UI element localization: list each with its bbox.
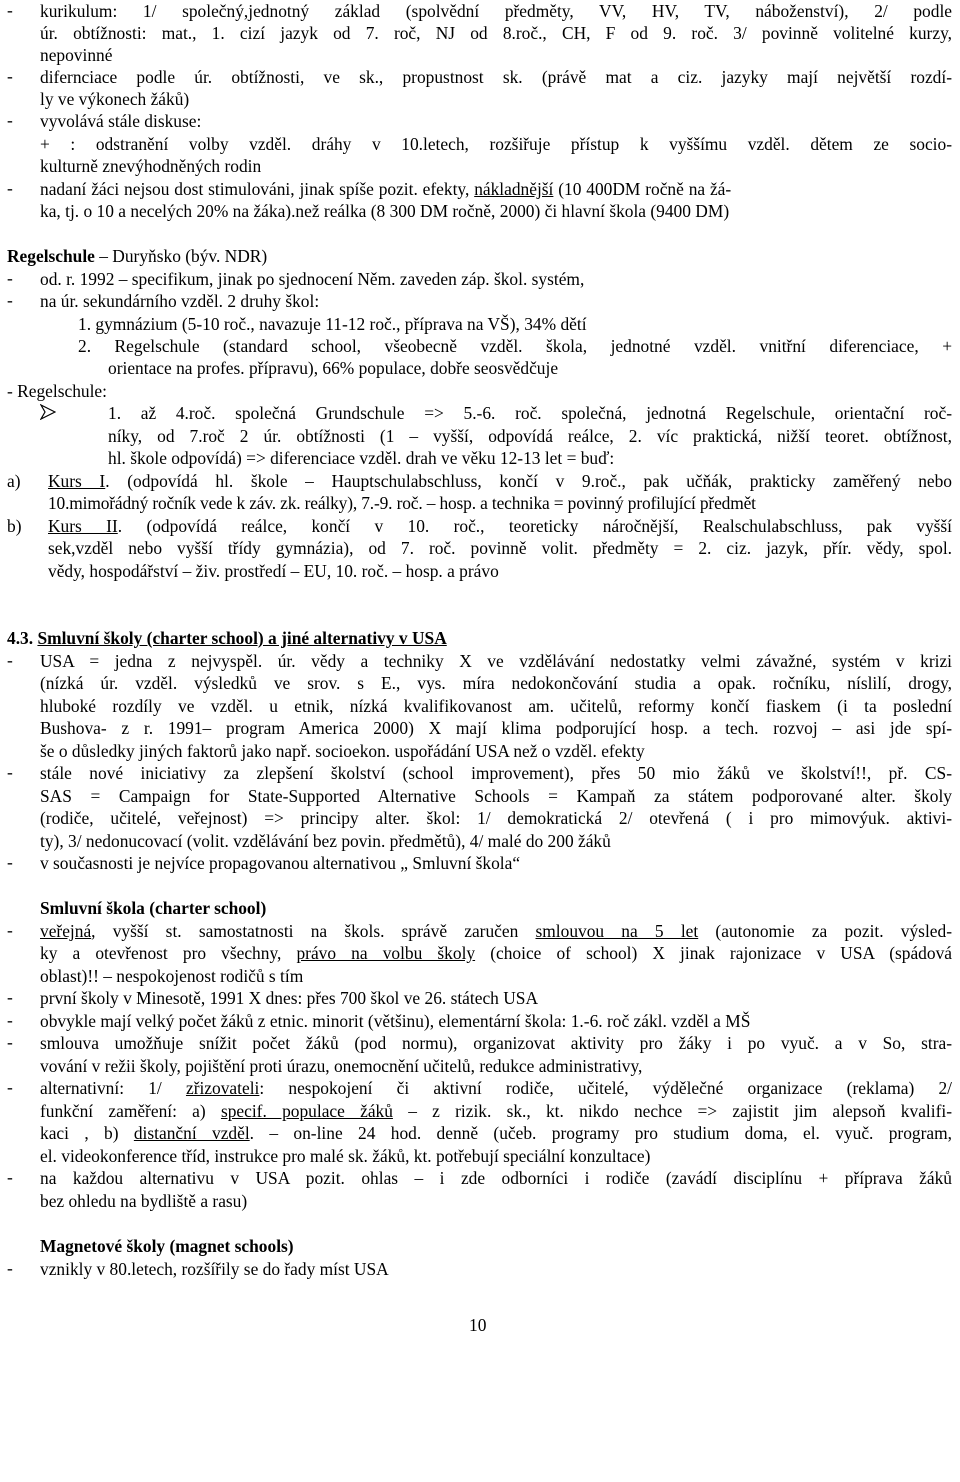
numbered-item: 1. gymnázium (5-10 roč., navazuje 11-12 roč., příprava na VŠ), 34% dětí	[78, 314, 587, 334]
dash: -	[7, 178, 13, 198]
text-line: oblast)!! – nespokojenost rodičů s tím	[40, 966, 304, 986]
dash: -	[7, 1167, 13, 1187]
text-line: + : odstranění volby vzděl. dráhy v 10.letech, rozšiřuje přístup k vyššímu vzděl. dětem ze socio-	[40, 134, 952, 154]
arrow-bullet-icon	[40, 404, 56, 420]
text-line: v současnosti je nejvíce propagovanou alternativou „ Smluvní škola“	[40, 853, 521, 873]
text-line: orientace na profes. přípravu), 66% populace, dobře seosvědčuje	[108, 358, 559, 378]
text-line: - Regelschule:	[7, 381, 107, 401]
dash: -	[7, 852, 13, 872]
text-line: Kurs II. (odpovídá reálce, končí v 10. roč., teoreticky náročnější, Realschulabschluss, pak vyšší	[48, 516, 953, 536]
text-line: (rodiče, učitelé, veřejnost) => principy alter. škol: 1/ demokratická 2/ otevřená ( i pro mimovýuk. aktivi-	[40, 808, 952, 828]
text-line: vznikly v 80.letech, rozšířily se do řady míst USA	[40, 1259, 389, 1279]
dash: -	[7, 268, 13, 288]
text-line: ly ve výkonech žáků)	[40, 89, 190, 109]
kurs-link: Kurs II	[48, 516, 118, 536]
page-number: 10	[469, 1315, 487, 1335]
text-line: první školy v Minesotě, 1991 X dnes: přes 700 škol ve 26. státech USA	[40, 988, 539, 1008]
regelschule-heading: Regelschule – Duryňsko (býv. NDR)	[7, 246, 268, 266]
text-line: vování v režii školy, pojištění proti úrazu, onemocnění učitelů, redukce administrativy,	[40, 1056, 643, 1076]
dash: -	[7, 110, 13, 130]
dash: -	[7, 290, 13, 310]
text-line: alternativní: 1/ zřizovateli: nespokojení či aktivní rodiče, učitelé, výdělečné organizace (reklama) 2/	[40, 1078, 953, 1098]
text-line: Kurs I. (odpovídá hl. škole – Hauptschulabschluss, končí v 9.roč., pak učňák, prakticky zaměřený nebo	[48, 471, 952, 491]
dash: -	[7, 762, 13, 782]
list-label-a: a)	[7, 471, 21, 491]
dash: -	[7, 650, 13, 670]
text-line: difernciace podle úr. obtížnosti, ve sk., propustnost sk. (právě mat a ciz. jazyky mají největší rozdí-	[40, 67, 952, 87]
text-line: 1. až 4.roč. společná Grundschule => 5.-6. roč. společná, jednotná Regelschule, orientační roč-	[108, 403, 952, 423]
text-line: veřejná, vyšší st. samostatnosti na škols. správě zaručen smlouvou na 5 let (autonomie za pozit. výsled-	[40, 921, 952, 941]
list-label-b: b)	[7, 516, 22, 536]
text-line: kulturně znevýhodněných rodin	[40, 156, 262, 176]
text-line: sek,vzděl nebo vyšší třídy gymnázia), od 7. roč. povinně volit. předměty = 2. ciz. jazyk, přír. vědy, spol.	[48, 538, 952, 558]
text-line: stále nové iniciativy za zlepšení školství (school improvement), přes 50 mio žáků ve školství!!, př. CS-	[40, 763, 952, 783]
dash: -	[7, 987, 13, 1007]
dash: -	[7, 1077, 13, 1097]
text-line: el. videokonference tříd, instrukce pro malé sk. žáků, kt. potřebují speciální konzultace)	[40, 1146, 651, 1166]
text-line: smlouva umožňuje snížit počet žáků (pod normu), organizovat aktivity pro žáky i po vyuč. a v So, stra-	[40, 1033, 952, 1053]
dash: -	[7, 1010, 13, 1030]
dash: -	[7, 1032, 13, 1052]
text-line: SAS = Campaign for State-Supported Alternative Schools = Kampaň za státem podporované alter. školy	[40, 786, 952, 806]
text-line: hl. škole odpovídá) => diferenciace vzděl. drah ve věku 12-13 let = buď:	[108, 448, 615, 468]
underlined-term: nákladnější	[474, 179, 554, 199]
text-line: vyvolává stále diskuse:	[40, 111, 202, 131]
dash: -	[7, 1258, 13, 1278]
numbered-item: 2. Regelschule (standard school, všeobecně vzděl. škola, jednotné vzděl. vnitřní diferenciace, +	[78, 336, 952, 356]
kurs-link: Kurs I	[48, 471, 106, 491]
text-line: vědy, hospodářství – živ. prostředí – EU, 10. roč. – hosp. a právo	[48, 561, 499, 581]
dash: -	[7, 66, 13, 86]
text-line: USA = jedna z nejvyspěl. úr. vědy a techniky X ve vzdělávání nedostatky velmi závažné, systém v krizi	[40, 651, 952, 671]
subsection-heading: Magnetové školy (magnet schools)	[40, 1236, 294, 1256]
text-line: 10.mimořádný ročník vede k záv. zk. reálky), 7.-9. roč. – hosp. a technika = povinný profilující předmět	[48, 493, 756, 513]
text-line: kaci , b) distanční vzděl. – on-line 24 hod. denně (učeb. programy pro studium doma, el. vyuč. program,	[40, 1123, 952, 1143]
text-line: níky, od 7.roč 2 úr. obtížnosti (1 – vyšší, odpovídá reálce, 2. víc praktická, nižší teoret. obtížnost,	[108, 426, 952, 446]
text-line: obvykle mají velký počet žáků z etnic. minorit (většinu), elementární škola: 1.-6. roč zákl. vzděl a MŠ	[40, 1011, 751, 1031]
text-line: funkční zaměření: a) specif. populace žáků – z rizik. sk., kt. nikdo nechce => zajistit jim alepsoň kvalifi-	[40, 1101, 952, 1121]
text-line: kurikulum: 1/ společný,jednotný základ (spolvědní předměty, VV, HV, TV, náboženství), 2/ podle	[40, 1, 952, 21]
text-line: na každou alternativu v USA pozit. ohlas – i zde odborníci i rodiče (zavádí disciplínu + příprava žáků	[40, 1168, 952, 1188]
subsection-heading: Smluvní škola (charter school)	[40, 898, 267, 918]
text-line: od. r. 1992 – specifikum, jinak po sjednocení Něm. zaveden záp. škol. systém,	[40, 269, 585, 289]
dash: -	[7, 920, 13, 940]
text-line: nadaní žáci nejsou dost stimulováni, jinak spíše pozit. efekty, nákladnější (10 400DM ročně na žá-	[40, 179, 732, 199]
text-line: (nízká úr. vzděl. výsledků ve srov. s E., vys. míra nedokončování studia a opak. ročníku, níslilí, drogy,	[40, 673, 952, 693]
text-line: Bushova- z r. 1991– program America 2000) X mají klima podporující hosp. a tech. rozvoj – asi jde spí-	[40, 718, 952, 738]
dash: -	[7, 0, 13, 20]
section-heading: 4.3. Smluvní školy (charter school) a jiné alternativy v USA	[7, 628, 447, 648]
text-line: ty), 3/ nedonucovací (volit. vzdělávání bez povin. předmětů), 4/ malé do 200 žáků	[40, 831, 611, 851]
text-line: ky a otevřenost pro všechny, právo na volbu školy (choice of school) X jinak rajonizace v USA (spádová	[40, 943, 952, 963]
text-line: ka, tj. o 10 a necelých 20% na žáka).než reálka (8 300 DM ročně, 2000) či hlavní škola (9400 DM)	[40, 201, 730, 221]
text-line: nepovinné	[40, 45, 113, 65]
text-line: na úr. sekundárního vzděl. 2 druhy škol:	[40, 291, 320, 311]
text-line: še o důsledky jiných faktorů jako např. socioekon. uspořádání USA než o vzděl. efekty	[40, 741, 645, 761]
text-line: hluboké rozdíly ve vzděl. u etnik, nízká kvalifikovanost am. učitelů, reformy končí fiaskem (i ta poslední	[40, 696, 952, 716]
text-line: bez ohledu na bydliště a rasu)	[40, 1191, 248, 1211]
text-line: úr. obtížnosti: mat., 1. cizí jazyk od 7. roč, NJ od 8.roč., CH, F od 9. roč. 3/ povinně volitelné kurzy,	[40, 23, 952, 43]
